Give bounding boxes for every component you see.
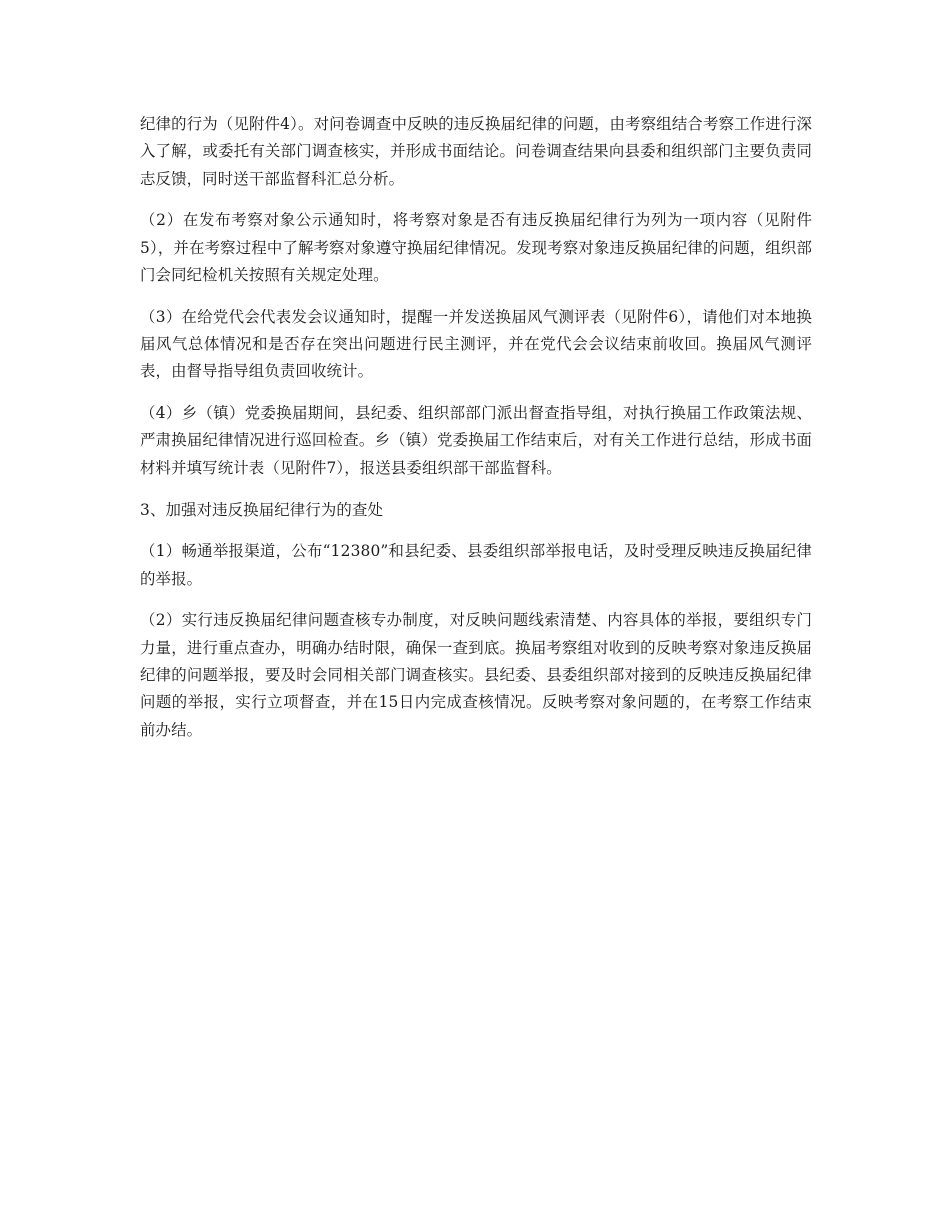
paragraph-survey-followup: 纪律的行为（见附件4）。对问卷调查中反映的违反换届纪律的问题，由考察组结合考察工作进行深入了解，或委托有关部门调查核实，并形成书面结论。问卷调查结果向县委和组织部门主要负责同志反馈，同时送干部监督科汇总分析。: [140, 115, 812, 188]
paragraph-item-1-reporting: （1）畅通举报渠道，公布“12380”和县纪委、县委组织部举报电话，及时受理反映违反换届纪律的举报。: [140, 542, 812, 588]
document-body: [140, 111, 812, 758]
paragraph-item-2-special-handling: （2）实行违反换届纪律问题查核专办制度，对反映问题线索清楚、内容具体的举报，要组织专门力量，进行重点查办，明确办结时限，确保一查到底。换届考察组对收到的反映考察对象违反换届纪律的问题举报，要及时会同相关部门调查核实。县纪委、县委组织部对接到的反映违反换届纪律问题的举报，实行立项督查，并在15日内完成查核情况。反映考察对象问题的，在考察工作结束前办结。: [140, 611, 812, 739]
paragraph-item-3-evaluation: （3）在给党代会代表发会议通知时，提醒一并发送换届风气测评表（见附件6），请他们对本地换届风气总体情况和是否存在突出问题进行民主测评，并在党代会会议结束前收回。换届风气测评表，由督导指导组负责回收统计。: [140, 307, 812, 381]
section-heading-investigation: 3、加强对违反换届纪律行为的查处: [140, 500, 384, 519]
paragraph-item-2-publicity: （2）在发布考察对象公示通知时，将考察对象是否有违反换届纪律行为列为一项内容（见附件5），并在考察过程中了解考察对象遵守换届纪律情况。发现考察对象违反换届纪律的问题，组织部门会同纪检机关按照有关规定处理。: [140, 211, 812, 284]
paragraph-item-4-inspection: （4）乡（镇）党委换届期间，县纪委、组织部部门派出督查指导组，对执行换届工作政策法规、严肃换届纪律情况进行巡回检查。乡（镇）党委换届工作结束后，对有关工作进行总结，形成书面材料并填写统计表（见附件7），报送县委组织部干部监督科。: [140, 404, 812, 477]
